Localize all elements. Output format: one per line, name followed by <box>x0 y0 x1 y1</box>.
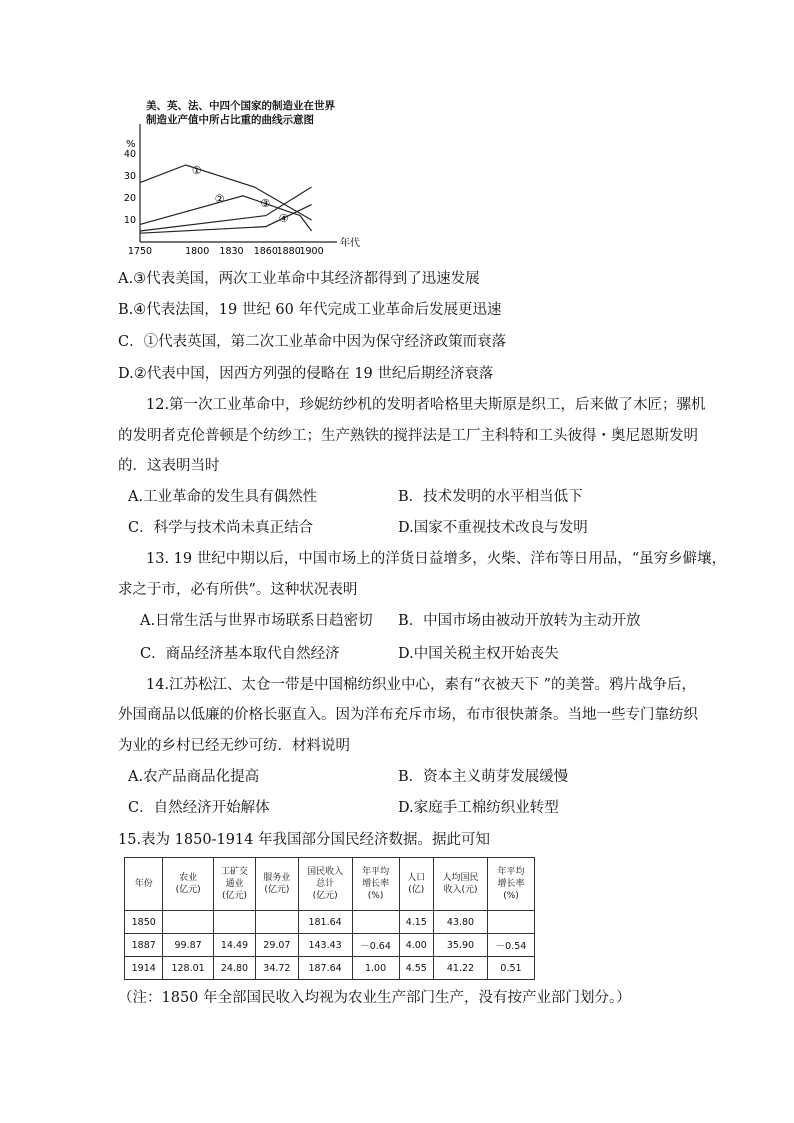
table-header-cell: 年平均 增长率 (%) <box>352 858 399 911</box>
table-header-cell: 服务业 (亿元) <box>256 858 298 911</box>
table-header-cell: 农业 (亿元) <box>163 858 213 911</box>
table-row <box>125 957 535 980</box>
table-cell: 1914 <box>125 957 163 980</box>
q14-option-d: D.家庭手工棉纺织业转型 <box>398 800 559 816</box>
chart-title-line1: 美、英、法、中四个国家的制造业在世界 <box>146 100 335 112</box>
q11-option-a: A.③代表美国，两次工业革命中其经济都得到了迅速发展 <box>118 271 480 287</box>
table-cell: 99.87 <box>163 934 213 957</box>
q13-option-d: D.中国关税主权开始丧失 <box>398 646 559 662</box>
x-tick-label: 1750 <box>127 246 153 257</box>
table-cell: 1.00 <box>352 957 399 980</box>
table-cell <box>352 911 399 934</box>
table-cell: 14.49 <box>213 934 255 957</box>
table-cell: 1887 <box>125 934 163 957</box>
table-header-cell: 人均国民 收入(元) <box>433 858 487 911</box>
q11-option-c: C．①代表英国，第二次工业革命中因为保守经济政策而衰落 <box>118 334 507 350</box>
table-cell: 24.80 <box>213 957 255 980</box>
table-row <box>125 911 535 934</box>
x-tick-label: 1880 <box>276 246 301 257</box>
q13-stem-line1: 13. 19 世纪中期以后，中国市场上的洋货日益增多，火柴、洋布等日用品，“虽穷乡僻壤， <box>146 551 727 567</box>
q15-stem: 15.表为 1850-1914 年我国部分国民经济数据。据此可知 <box>118 832 490 848</box>
table-header-cell: 国民收入 总计 (亿元) <box>298 858 352 911</box>
table-cell: 0.51 <box>487 957 534 980</box>
y-tick-label: 40 <box>123 149 136 160</box>
line-chart <box>118 96 368 258</box>
q11-option-d: D.②代表中国，因西方列强的侵略在 19 世纪后期经济衰落 <box>118 366 494 382</box>
q14-option-b: B．资本主义萌芽发展缓慢 <box>398 769 569 785</box>
chart-title-line2: 制造业产值中所占比重的曲线示意图 <box>146 114 314 126</box>
series-label: ② <box>214 192 225 206</box>
table-cell: 128.01 <box>163 957 213 980</box>
table-header-cell: 年平均 增长率 (%) <box>487 858 534 911</box>
q12-stem-line1: 12.第一次工业革命中，珍妮纺纱机的发明者哈格里夫斯原是织工，后来做了木匠；骡机 <box>146 397 706 413</box>
q14-stem-line3: 为业的乡村已经无纱可纺．材料说明 <box>118 738 350 754</box>
table-cell <box>256 911 298 934</box>
table-cell: 29.07 <box>256 934 298 957</box>
table-header-cell: 年份 <box>125 858 163 911</box>
q12-option-b: B．技术发明的水平相当低下 <box>398 489 583 505</box>
table-cell: 35.90 <box>433 934 487 957</box>
table-cell: 43.80 <box>433 911 487 934</box>
q14-stem-line2: 外国商品以低廉的价格长驱直入。因为洋布充斥市场，布市很快萧条。当地一些专门靠纺织 <box>118 707 698 723</box>
q12-option-a: A.工业革命的发生具有偶然性 <box>128 489 318 505</box>
q12-option-d: D.国家不重视技术改良与发明 <box>398 520 588 536</box>
q13-option-b: B．中国市场由被动开放转为主动开放 <box>398 613 641 629</box>
table-cell: 34.72 <box>256 957 298 980</box>
table-cell: 181.64 <box>298 911 352 934</box>
q13-stem-line2: 求之于市，必有所供”。这种状况表明 <box>118 582 358 598</box>
table-cell <box>213 911 255 934</box>
series-label: ④ <box>278 212 289 226</box>
q14-option-a: A.农产品商品化提高 <box>128 769 260 785</box>
table-header-row <box>125 858 535 911</box>
table-cell: 41.22 <box>433 957 487 980</box>
series-label: ① <box>191 163 202 177</box>
q12-stem-line3: 的．这表明当时 <box>118 458 220 474</box>
series-label: ③ <box>260 196 271 210</box>
table-cell: 4.15 <box>399 911 433 934</box>
q14-stem-line1: 14.江苏松江、太仓一带是中国棉纺织业中心，素有“衣被天下 ”的美誉。鸦片战争后， <box>146 677 696 693</box>
table-cell: －0.64 <box>352 934 399 957</box>
q12-stem-line2: 的发明者克伦普顿是个纺纱工；生产熟铁的搅拌法是工厂主科特和工头彼得・奥尼恩斯发明 <box>118 428 698 444</box>
x-unit-label: 年代 <box>340 238 360 249</box>
table-cell: 1850 <box>125 911 163 934</box>
q15-note: （注：1850 年全部国民收入均视为农业生产部门生产，没有按产业部门划分。） <box>118 990 631 1006</box>
table-header-cell: 工矿交 通业 (亿元) <box>213 858 255 911</box>
q11-option-b: B.④代表法国，19 世纪 60 年代完成工业革命后发展更迅速 <box>118 302 502 318</box>
table-cell: －0.54 <box>487 934 534 957</box>
y-tick-label: 30 <box>123 171 136 182</box>
table-cell: 143.43 <box>298 934 352 957</box>
table-cell: 4.00 <box>399 934 433 957</box>
table-cell: 4.55 <box>399 957 433 980</box>
table-header-cell: 人口 (亿) <box>399 858 433 911</box>
y-tick-label: 10 <box>123 215 136 226</box>
q14-option-c: C．自然经济开始解体 <box>128 800 270 816</box>
table-cell: 187.64 <box>298 957 352 980</box>
economy-data-table <box>124 857 535 980</box>
table-body <box>125 911 535 980</box>
chart-svg <box>118 96 368 258</box>
y-tick-label: 20 <box>123 193 136 204</box>
table-row <box>125 934 535 957</box>
x-tick-label: 1900 <box>299 246 324 257</box>
table-cell <box>163 911 213 934</box>
q12-option-c: C．科学与技术尚未真正结合 <box>128 520 314 536</box>
x-tick-label: 1800 <box>185 246 210 257</box>
q13-option-c: C．商品经济基本取代自然经济 <box>140 646 340 662</box>
y-unit-label: % <box>126 139 136 150</box>
x-tick-label: 1830 <box>219 246 244 257</box>
x-tick-label: 1860 <box>253 246 278 257</box>
q13-option-a: A.日常生活与世界市场联系日趋密切 <box>140 613 373 629</box>
table-cell <box>487 911 534 934</box>
